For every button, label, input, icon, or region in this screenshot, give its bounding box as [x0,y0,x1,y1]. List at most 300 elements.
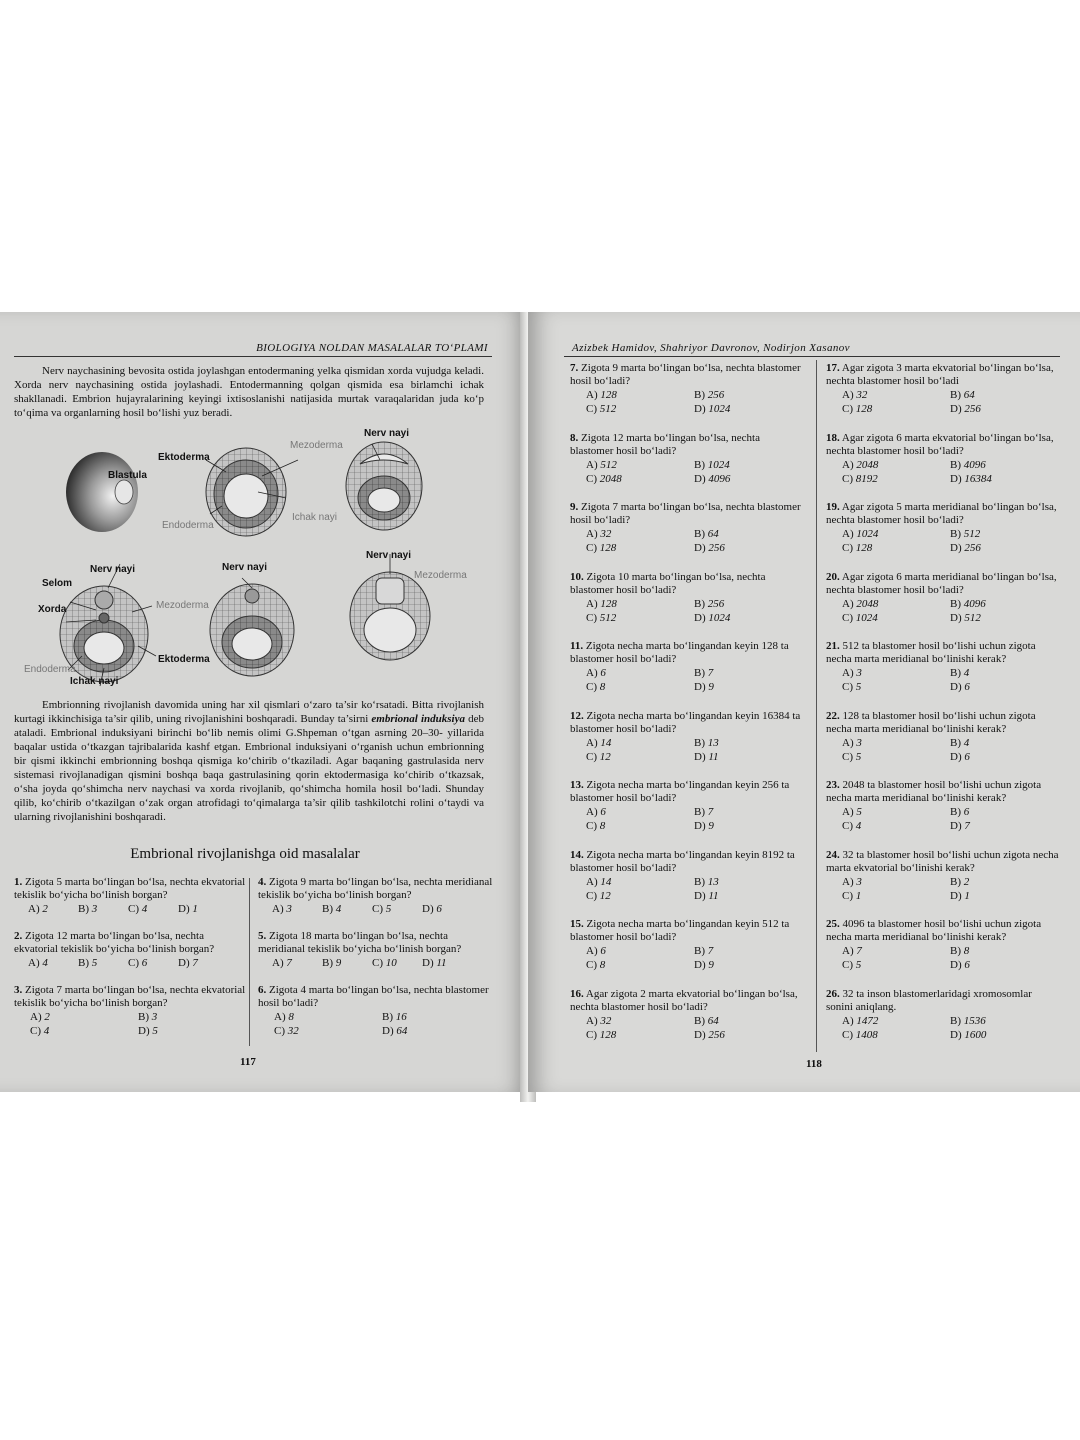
answer-option[interactable] [30,1024,138,1038]
option-letter: C) [128,903,142,915]
option-letter: D) [950,681,965,693]
left-page [0,312,528,1092]
answer-option[interactable] [694,458,802,472]
answer-option[interactable] [842,666,950,680]
question-stem [14,876,246,902]
option-value: 2 [963,876,970,888]
answer-option[interactable] [272,902,322,916]
answer-option[interactable] [138,1010,246,1024]
answer-option[interactable] [586,736,694,750]
answer-option[interactable] [842,750,950,764]
question-text: Zigota 5 marta bo‘lingan bo‘lsa, nechta ekvatorial tekislik bo‘yicha bo‘linish borgan? [14,876,246,901]
answer-option[interactable] [138,1024,246,1038]
answer-option[interactable] [950,680,1058,694]
option-letter: A) [842,667,857,679]
option-value: 6 [436,903,442,915]
question-text: Agar zigota 3 marta ekvatorial bo‘lingan bo‘lsa, nechta blastomer hosil bo‘ladi [826,362,1054,387]
question-16 [570,988,804,1042]
answer-option[interactable] [178,902,228,916]
answer-option[interactable] [950,458,1058,472]
answer-option[interactable] [950,750,1058,764]
answer-option[interactable] [586,1014,694,1028]
question-3 [14,984,246,1038]
question-stem [570,501,804,527]
answer-option[interactable] [950,666,1058,680]
answer-option[interactable] [586,388,694,402]
option-value: 5 [385,903,392,915]
answer-option[interactable] [950,611,1058,625]
option-value: 1600 [964,1029,987,1041]
option-letter: D) [950,612,965,624]
answer-option[interactable] [586,750,694,764]
blastula-drawing [66,452,138,532]
label-ektoderma-1: Ektoderma [158,452,210,463]
option-letter: C) [586,820,600,832]
answer-option[interactable] [586,458,694,472]
question-18 [826,432,1060,486]
answer-option[interactable] [28,956,78,970]
option-letter: C) [586,751,600,763]
answer-option[interactable] [842,944,950,958]
question-text: Zigota 4 marta bo‘lingan bo‘lsa, nechta blastomer hosil bo‘ladi? [258,984,489,1009]
answer-option[interactable] [950,944,1058,958]
option-value: 1024 [708,612,731,624]
option-value: 3 [856,876,862,888]
option-letter: C) [586,959,600,971]
option-value: 256 [964,542,981,554]
question-4 [258,876,494,916]
answer-option[interactable] [586,819,694,833]
page-number-right: 118 [806,1058,822,1070]
option-letter: A) [842,737,857,749]
question-number: 16. [570,988,584,1000]
option-letter: D) [694,403,709,415]
answer-options [842,736,1060,764]
option-letter: D) [950,751,965,763]
option-value: 6 [964,751,970,763]
term-embrional-induksiya: embrional induksiya [371,713,465,725]
label-mezoderma-2: Mezoderma [156,600,209,611]
question-20 [826,571,1060,625]
question-text: 32 ta blastomer hosil bo‘lishi uchun zigota necha marta ekvatorial bo‘linishi kerak? [826,849,1059,874]
answer-option[interactable] [372,902,422,916]
question-8 [570,432,804,486]
option-letter: A) [586,667,601,679]
answer-option[interactable] [586,1028,694,1042]
option-value: 3 [856,667,862,679]
option-value: 3 [286,903,292,915]
option-value: 6 [964,681,970,693]
option-letter: C) [586,542,600,554]
option-value: 9 [708,959,714,971]
answer-option[interactable] [372,956,422,970]
option-value: 32 [600,1015,612,1027]
option-value: 4096 [963,598,986,610]
answer-option[interactable] [950,541,1058,555]
question-10 [570,571,804,625]
option-letter: D) [694,959,709,971]
answer-option[interactable] [842,472,950,486]
answer-option[interactable] [694,805,802,819]
answer-option[interactable] [586,472,694,486]
option-letter: B) [950,876,964,888]
option-letter: D) [178,903,193,915]
header-rule [564,356,1060,357]
answer-option[interactable] [950,819,1058,833]
option-value: 8192 [855,473,878,485]
question-stem [570,918,804,944]
answer-option[interactable] [950,875,1058,889]
option-letter: A) [586,389,601,401]
option-value: 9 [335,957,342,969]
option-value: 1024 [856,528,879,540]
option-letter: A) [842,945,857,957]
option-value: 1024 [707,459,730,471]
answer-option[interactable] [842,736,950,750]
question-number: 1. [14,876,23,888]
answer-option[interactable] [322,956,372,970]
option-value: 6 [600,806,606,818]
answer-option[interactable] [950,402,1058,416]
answer-option[interactable] [586,875,694,889]
question-number: 25. [826,918,840,930]
option-value: 4 [42,957,48,969]
question-stem [570,362,804,388]
answer-option[interactable] [842,458,950,472]
option-letter: B) [950,737,964,749]
option-value: 256 [708,1029,725,1041]
answer-option[interactable] [694,402,802,416]
option-value: 2048 [856,598,879,610]
option-value: 14 [600,737,612,749]
answer-options [842,944,1060,972]
answer-option[interactable] [842,541,950,555]
page-number-left: 117 [240,1056,256,1068]
question-number: 22. [826,710,840,722]
option-value: 12 [599,751,611,763]
answer-option[interactable] [586,597,694,611]
answer-option[interactable] [842,805,950,819]
answer-option[interactable] [274,1010,382,1024]
option-value: 1024 [855,612,878,624]
answer-option[interactable] [842,402,950,416]
option-letter: D) [138,1025,153,1037]
question-13 [570,779,804,833]
question-26 [826,988,1060,1042]
option-letter: B) [78,903,92,915]
label-ichak-nayi-1: Ichak nayi [292,512,338,523]
answer-option[interactable] [950,1028,1058,1042]
question-stem [826,640,1060,666]
question-number: 4. [258,876,267,888]
answer-option[interactable] [694,819,802,833]
answer-option[interactable] [586,680,694,694]
answer-options [586,458,804,486]
question-text: Zigota necha marta bo‘lingandan keyin 256 ta blastomer hosil bo‘ladi? [570,779,790,804]
option-value: 128 [599,542,617,554]
option-value: 512 [600,459,617,471]
option-value: 10 [385,957,397,969]
column-divider [249,878,250,1046]
option-value: 256 [707,389,725,401]
answer-option[interactable] [950,597,1058,611]
question-text: Zigota necha marta bo‘lingandan keyin 512 ta blastomer hosil bo‘ladi? [570,918,790,943]
option-letter: D) [694,542,709,554]
answer-option[interactable] [586,541,694,555]
answer-option[interactable] [274,1024,382,1038]
answer-option[interactable] [950,527,1058,541]
option-value: 8 [288,1011,294,1023]
answer-options [586,805,804,833]
answer-option[interactable] [28,902,78,916]
option-letter: A) [586,528,601,540]
answer-option[interactable] [842,597,950,611]
option-value: 8 [599,820,606,832]
answer-option[interactable] [694,875,802,889]
option-value: 512 [963,528,981,540]
option-value: 2048 [599,473,622,485]
option-letter: A) [586,876,601,888]
answer-option[interactable] [950,805,1058,819]
question-stem [826,710,1060,736]
option-letter: B) [694,945,708,957]
answer-option[interactable] [842,819,950,833]
option-letter: C) [586,473,600,485]
option-letter: A) [586,1015,601,1027]
option-letter: A) [842,528,857,540]
intro-paragraph: Nerv naychasining bevosita ostida joylashgan entodermaning yelka qismidan xorda vujudga keladi. Xorda nerv naychasining ostida joylashadi. Entodermanning qolgan qismida esa birlamchi ichak shakllanadi. Embrion hujayralarining keyingi ixtisoslanishi natijasida murtak varaqalaridan juda ko‘p to‘qima va organlarning hosil bo‘lishi yuz beradi. [14,365,484,419]
label-nerv-nayi-2: Nerv nayi [90,564,136,575]
answer-option[interactable] [586,611,694,625]
answer-option[interactable] [586,402,694,416]
answer-option[interactable] [586,944,694,958]
option-value: 64 [396,1025,408,1037]
answer-option[interactable] [272,956,322,970]
option-value: 7 [964,820,970,832]
option-value: 2 [44,1011,50,1023]
question-text: Agar zigota 2 marta ekvatorial bo‘lingan bo‘lsa, nechta blastomer hosil bo‘ladi? [570,988,798,1013]
question-7 [570,362,804,416]
gastrula-drawing [206,448,286,536]
option-letter: D) [950,1029,965,1041]
answer-option[interactable] [694,666,802,680]
answer-option[interactable] [950,889,1058,903]
option-letter: B) [322,957,336,969]
option-value: 16384 [964,473,992,485]
option-value: 7 [286,957,292,969]
question-text: Zigota necha marta bo‘lingandan keyin 128 ta blastomer hosil bo‘ladi? [570,640,789,665]
question-stem [570,779,804,805]
answer-options [30,1010,246,1038]
answer-options [842,458,1060,486]
answer-option[interactable] [178,956,228,970]
answer-option[interactable] [950,388,1058,402]
option-letter: D) [694,820,709,832]
option-value: 1 [855,890,862,902]
answer-option[interactable] [842,875,950,889]
answer-option[interactable] [382,1024,490,1038]
question-number: 26. [826,988,840,1000]
answer-options [842,1014,1060,1042]
answer-option[interactable] [842,889,950,903]
answer-option[interactable] [842,527,950,541]
option-letter: C) [842,751,856,763]
answer-option[interactable] [422,902,472,916]
answer-option[interactable] [78,902,128,916]
option-value: 64 [707,1015,719,1027]
answer-option[interactable] [694,889,802,903]
answer-option[interactable] [694,1028,802,1042]
answer-option[interactable] [422,956,472,970]
answer-option[interactable] [586,527,694,541]
option-letter: B) [950,389,964,401]
question-number: 17. [826,362,840,374]
question-15 [570,918,804,972]
question-stem [258,876,494,902]
option-value: 64 [707,528,719,540]
answer-option[interactable] [950,472,1058,486]
answer-option[interactable] [586,666,694,680]
answer-option[interactable] [694,1014,802,1028]
option-letter: C) [842,542,856,554]
option-letter: C) [586,1029,600,1041]
option-value: 8 [599,681,606,693]
answer-option[interactable] [586,958,694,972]
option-letter: B) [950,598,964,610]
answer-option[interactable] [842,1028,950,1042]
option-letter: D) [382,1025,397,1037]
answer-options [272,902,494,916]
answer-option[interactable] [586,805,694,819]
question-5 [258,930,494,970]
option-letter: B) [694,806,708,818]
answer-option[interactable] [842,958,950,972]
answer-option[interactable] [382,1010,490,1024]
question-text: Zigota 12 marta bo‘lingan bo‘lsa, nechta ekvatorial tekislik bo‘yicha bo‘linish borgan? [14,930,215,955]
option-value: 6 [964,959,970,971]
option-value: 5 [855,681,862,693]
option-value: 2 [42,903,48,915]
answer-option[interactable] [842,1014,950,1028]
option-letter: A) [28,903,43,915]
label-endoderma-1: Endoderma [162,520,214,531]
option-letter: C) [842,820,856,832]
option-value: 2048 [856,459,879,471]
option-value: 8 [599,959,606,971]
label-ichak-nayi-2: Ichak nayi [70,676,119,687]
answer-option[interactable] [694,750,802,764]
answer-option[interactable] [694,541,802,555]
answer-option[interactable] [950,736,1058,750]
option-value: 9 [708,681,714,693]
answer-option[interactable] [694,527,802,541]
label-blastula: Blastula [108,470,147,481]
label-mezoderma-1: Mezoderma [290,440,343,451]
question-text: 4096 ta blastomer hosil bo‘lishi uchun zigota necha marta meridianal bo‘linishi kerak? [826,918,1042,943]
option-value: 4 [855,820,862,832]
answer-option[interactable] [842,611,950,625]
answer-option[interactable] [694,944,802,958]
answer-option[interactable] [694,472,802,486]
question-stem [570,710,804,736]
answer-option[interactable] [950,958,1058,972]
question-stem [570,849,804,875]
option-letter: B) [138,1011,152,1023]
label-xorda: Xorda [38,604,67,615]
answer-option[interactable] [694,597,802,611]
question-stem [570,571,804,597]
question-17 [826,362,1060,416]
answer-options [274,1010,494,1038]
answer-option[interactable] [694,736,802,750]
question-text: Zigota 10 marta bo‘lingan bo‘lsa, nechta blastomer hosil bo‘ladi? [570,571,766,596]
option-letter: B) [950,945,964,957]
answer-option[interactable] [950,1014,1058,1028]
question-text: 128 ta blastomer hosil bo‘lishi uchun zigota necha marta meridianal bo‘linishi kerak? [826,710,1036,735]
answer-option[interactable] [30,1010,138,1024]
question-text: 32 ta inson blastomerlaridagi xromosomlar sonini aniqlang. [826,988,1032,1013]
answer-option[interactable] [586,889,694,903]
answer-option[interactable] [694,388,802,402]
option-value: 11 [708,751,719,763]
option-letter: C) [586,612,600,624]
answer-option[interactable] [694,611,802,625]
running-head-right: Azizbek Hamidov, Shahriyor Davronov, Nodirjon Xasanov [572,342,850,354]
option-letter: C) [842,959,856,971]
option-value: 512 [599,612,617,624]
option-letter: B) [382,1011,396,1023]
answer-option[interactable] [842,388,950,402]
answer-options [586,527,804,555]
question-stem [826,988,1060,1014]
answer-option[interactable] [694,680,802,694]
question-number: 11. [570,640,584,652]
option-letter: B) [950,806,964,818]
cross-section-2 [210,584,294,676]
answer-option[interactable] [128,956,178,970]
option-value: 1 [192,903,198,915]
answer-options [842,597,1060,625]
answer-options [586,666,804,694]
answer-option[interactable] [322,902,372,916]
option-letter: C) [586,681,600,693]
answer-options [842,666,1060,694]
option-letter: C) [372,903,386,915]
option-letter: D) [950,820,965,832]
option-letter: C) [842,681,856,693]
option-value: 32 [856,389,868,401]
answer-option[interactable] [694,958,802,972]
question-text: Zigota 9 marta bo‘lingan bo‘lsa, nechta meridianal tekislik bo‘yicha bo‘linish borgan? [258,876,493,901]
option-letter: B) [322,903,336,915]
option-letter: A) [842,459,857,471]
header-rule [14,356,492,357]
question-1 [14,876,246,916]
question-11 [570,640,804,694]
answer-option[interactable] [128,902,178,916]
option-letter: C) [842,612,856,624]
option-value: 13 [707,737,719,749]
neurula-drawing [346,442,422,530]
option-letter: D) [694,1029,709,1041]
option-value: 6 [600,945,606,957]
option-value: 4 [43,1025,50,1037]
option-letter: B) [78,957,92,969]
answer-option[interactable] [842,680,950,694]
answer-option[interactable] [78,956,128,970]
option-value: 11 [708,890,719,902]
option-value: 256 [708,542,725,554]
